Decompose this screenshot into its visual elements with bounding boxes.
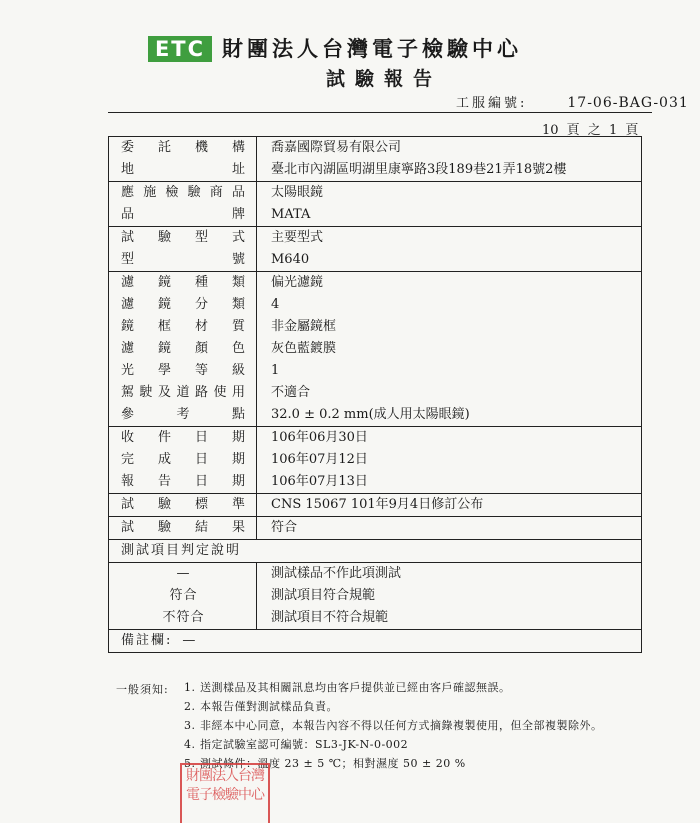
judgement-mark: 不符合 xyxy=(109,607,257,629)
field-label: 型號 xyxy=(109,249,257,271)
etc-logo: ETC xyxy=(148,36,212,62)
field-label: 地址 xyxy=(109,159,257,181)
report-number xyxy=(456,92,689,114)
field-label: 品牌 xyxy=(109,204,257,226)
judgement-heading-row xyxy=(109,539,641,562)
judgement-text: 測試項目不符合規範 xyxy=(271,610,389,625)
list-item xyxy=(184,681,700,700)
note-number: 4. xyxy=(184,738,196,751)
field-label: 試驗標準 xyxy=(109,494,257,516)
field-label: 濾鏡分類 xyxy=(109,294,257,316)
field-value: 符合 xyxy=(271,520,298,535)
field-label: 委託機構 xyxy=(109,137,257,159)
remarks-value: — xyxy=(182,633,198,648)
judgement-row xyxy=(109,607,641,629)
field-value: 4 xyxy=(271,297,280,312)
judgement-text: 測試項目符合規範 xyxy=(271,588,376,603)
field-value: 32.0 ± 0.2 mm(成人用太陽眼鏡) xyxy=(271,407,470,422)
note-text: 指定試驗室認可編號：SL3-JK-N-0-002 xyxy=(200,738,409,751)
table-row xyxy=(109,181,641,204)
field-value: CNS 15067 101年9月4日修訂公布 xyxy=(271,497,484,512)
field-label: 駕駛及道路使用 xyxy=(109,382,257,404)
field-value: M640 xyxy=(271,252,310,267)
table-row xyxy=(109,338,641,360)
report-number-value: 17-06-BAG-031 xyxy=(567,95,689,111)
table-row xyxy=(109,471,641,493)
table-row xyxy=(109,404,641,426)
report-title: 試驗報告 xyxy=(326,68,443,90)
table-row xyxy=(109,294,641,316)
judgement-text: 測試樣品不作此項測試 xyxy=(271,566,402,581)
field-label: 報告日期 xyxy=(109,471,257,493)
field-label: 收件日期 xyxy=(109,427,257,449)
field-label: 光學等級 xyxy=(109,360,257,382)
table-row xyxy=(109,226,641,249)
table-row xyxy=(109,449,641,471)
report-table xyxy=(108,136,642,653)
note-number: 3. xyxy=(184,719,196,732)
remarks xyxy=(109,630,197,652)
note-number: 2. xyxy=(184,700,196,713)
header-rule xyxy=(108,112,652,113)
remarks-row xyxy=(109,629,641,652)
field-value: 灰色藍鍍膜 xyxy=(271,341,337,356)
field-label: 參考點 xyxy=(109,404,257,426)
list-item xyxy=(184,738,700,757)
field-value: 1 xyxy=(271,363,280,378)
field-value: 喬嘉國際貿易有限公司 xyxy=(271,140,402,155)
note-text: 非經本中心同意，本報告內容不得以任何方式摘錄複製使用，但全部複製除外。 xyxy=(200,719,603,732)
field-label: 鏡框材質 xyxy=(109,316,257,338)
field-value: MATA xyxy=(271,207,311,222)
table-row xyxy=(109,204,641,226)
table-row xyxy=(109,271,641,294)
table-row xyxy=(109,137,641,159)
field-value: 偏光濾鏡 xyxy=(271,275,324,290)
field-value: 臺北市內湖區明湖里康寧路3段189巷21弄18號2樓 xyxy=(271,162,567,177)
judgement-heading: 測試項目判定說明 xyxy=(121,543,242,558)
field-label: 試驗結果 xyxy=(109,517,257,539)
judgement-row xyxy=(109,585,641,607)
table-row xyxy=(109,159,641,181)
note-number: 5. xyxy=(184,757,196,770)
field-label: 濾鏡顏色 xyxy=(109,338,257,360)
notes-heading: 一般須知: xyxy=(116,683,169,696)
table-row xyxy=(109,249,641,271)
note-text: 送測樣品及其相關訊息均由客戶提供並已經由客戶確認無誤。 xyxy=(200,681,511,694)
table-row xyxy=(109,316,641,338)
table-row xyxy=(109,426,641,449)
official-seal: 財團法人台灣電子檢驗中心 xyxy=(180,763,270,823)
judgement-mark: — xyxy=(109,563,257,585)
table-row xyxy=(109,360,641,382)
report-number-label: 工服編號: xyxy=(456,96,528,111)
field-value: 不適合 xyxy=(271,385,311,400)
table-row xyxy=(109,382,641,404)
field-value: 106年07月12日 xyxy=(271,452,368,467)
table-row xyxy=(109,516,641,539)
field-value: 106年06月30日 xyxy=(271,430,368,445)
field-label: 完成日期 xyxy=(109,449,257,471)
note-number: 1. xyxy=(184,681,196,694)
list-item xyxy=(184,719,700,738)
judgement-mark: 符合 xyxy=(109,585,257,607)
field-label: 濾鏡種類 xyxy=(109,272,257,294)
organization-name: 財團法人台灣電子檢驗中心 xyxy=(222,36,522,61)
table-row xyxy=(109,493,641,516)
field-value: 106年07月13日 xyxy=(271,474,368,489)
field-label: 試驗型式 xyxy=(109,227,257,249)
field-value: 太陽眼鏡 xyxy=(271,185,324,200)
notes-list xyxy=(184,681,700,776)
list-item xyxy=(184,700,700,719)
note-text: 測試條件：溫度 23 ± 5 ℃；相對濕度 50 ± 20 % xyxy=(200,757,466,770)
judgement-row xyxy=(109,562,641,585)
page-indicator: 10 頁 之 1 頁 xyxy=(542,123,639,138)
remarks-label: 備註欄: xyxy=(121,633,173,648)
field-value: 主要型式 xyxy=(271,230,324,245)
field-value: 非金屬鏡框 xyxy=(271,319,337,334)
field-label: 應施檢驗商品 xyxy=(109,182,257,204)
note-text: 本報告僅對測試樣品負責。 xyxy=(200,700,338,713)
